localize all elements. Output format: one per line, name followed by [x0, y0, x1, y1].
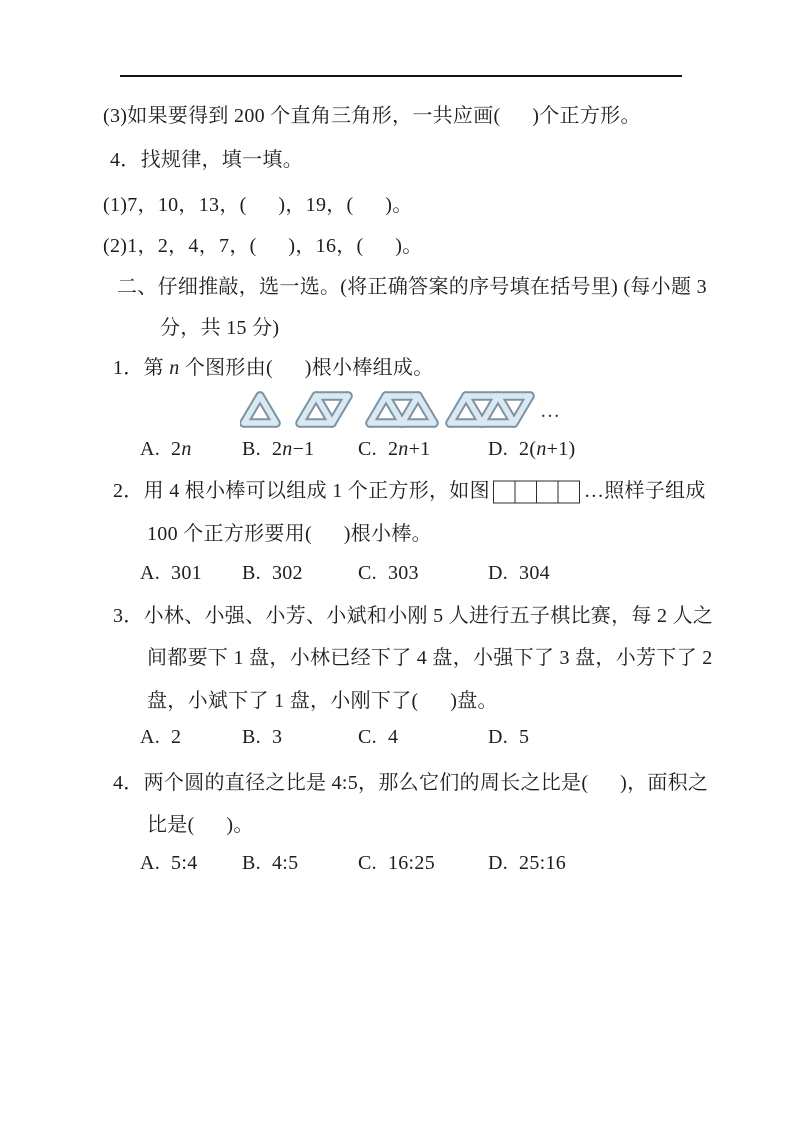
option-a: [140, 726, 181, 749]
option-d: [488, 438, 575, 461]
question-2-stem-line-1: [113, 478, 706, 505]
option-d-value: 2(n+1): [519, 438, 576, 460]
option-b: [242, 726, 282, 749]
question-3-stem-line-2: 间都要下 1 盘，小林已经下了 4 盘，小强下了 3 盘，小芳下了 2: [147, 647, 713, 669]
option-a-label: A.: [140, 562, 161, 584]
option-b: [242, 438, 314, 461]
figure-ellipsis: …: [540, 400, 560, 422]
option-d-label: D.: [488, 438, 509, 460]
fill-q4-item-1: (1)7，10，13，( )，19，( )。: [103, 194, 413, 216]
variable-n: n: [169, 357, 180, 379]
option-d: [488, 852, 566, 875]
question-2-options: [103, 562, 753, 592]
option-c-value: 16:25: [387, 852, 436, 874]
option-c: [358, 438, 430, 461]
option-b-value: 2n−1: [271, 438, 315, 460]
option-b: [242, 562, 303, 585]
option-b-label: B.: [242, 562, 261, 584]
option-c-label: C.: [358, 562, 377, 584]
option-d: [488, 726, 529, 749]
option-b: [242, 852, 298, 875]
option-b-value: 4:5: [271, 852, 299, 874]
fill-item-3: (3)如果要得到 200 个直角三角形，一共应画( )个正方形。: [103, 105, 641, 127]
question-1-options: [103, 438, 753, 468]
question-4-stem-line-1: 4．两个圆的直径之比是 4:5，那么它们的周长之比是( )，面积之: [113, 772, 709, 794]
question-3-stem-line-3: 盘，小斌下了 1 盘，小刚下了( )盘。: [147, 690, 498, 712]
option-a: [140, 562, 202, 585]
option-d-label: D.: [488, 726, 509, 748]
question-3-stem-line-1: 3．小林、小强、小芳、小斌和小刚 5 人进行五子棋比赛，每 2 人之: [113, 605, 714, 627]
option-c-label: C.: [358, 438, 377, 460]
option-a-label: A.: [140, 852, 161, 874]
option-c: [358, 852, 435, 875]
fill-q4-heading: 4．找规律，填一填。: [110, 149, 303, 171]
option-c-value: 303: [387, 562, 419, 584]
matchstick-triangles-figure: [240, 386, 570, 432]
option-d-value: 304: [519, 562, 550, 584]
option-c-label: C.: [358, 726, 377, 748]
question-2-stem-line-2: 100 个正方形要用( )根小棒。: [147, 523, 432, 545]
question-2-stem-before: 2．用 4 根小棒可以组成 1 个正方形，如图: [113, 480, 490, 502]
option-a: [140, 852, 198, 875]
option-c-value: 2n+1: [387, 438, 431, 460]
section-two-heading-line-1: 二、仔细推敲，选一选。(将正确答案的序号填在括号里) (每小题 3: [117, 276, 707, 298]
question-1-stem-post: 个图形由( )根小棒组成。: [179, 357, 434, 379]
top-divider: [120, 75, 682, 77]
option-b-value: 302: [271, 562, 303, 584]
question-1-stem-pre: 1．第: [113, 357, 170, 379]
option-b-label: B.: [242, 852, 261, 874]
option-c: [358, 726, 398, 749]
question-4-stem-line-2: 比是( )。: [147, 814, 254, 836]
option-a-value: 2: [171, 726, 182, 748]
option-a-value: 5:4: [171, 852, 198, 874]
option-d-value: 25:16: [519, 852, 567, 874]
option-c-label: C.: [358, 852, 377, 874]
question-3-options: [103, 726, 753, 756]
question-2-stem-after: …照样子组成: [583, 480, 706, 502]
option-c: [358, 562, 419, 585]
option-a-value: 2n: [171, 438, 192, 460]
square-row-figure: [493, 480, 581, 504]
option-a-value: 301: [171, 562, 202, 584]
option-b-value: 3: [271, 726, 283, 748]
option-a: [140, 438, 192, 461]
option-d-label: D.: [488, 852, 509, 874]
option-a-label: A.: [140, 438, 161, 460]
option-d-label: D.: [488, 562, 509, 584]
option-b-label: B.: [242, 726, 261, 748]
option-a-label: A.: [140, 726, 161, 748]
section-two-heading-line-2: 分，共 15 分): [160, 317, 280, 339]
option-b-label: B.: [242, 438, 261, 460]
fill-q4-item-2: (2)1，2，4，7，( )，16，( )。: [103, 235, 423, 257]
option-d-value: 5: [519, 726, 530, 748]
option-c-value: 4: [387, 726, 399, 748]
option-d: [488, 562, 550, 585]
question-4-options: [103, 852, 753, 882]
question-1-stem: [113, 355, 434, 382]
